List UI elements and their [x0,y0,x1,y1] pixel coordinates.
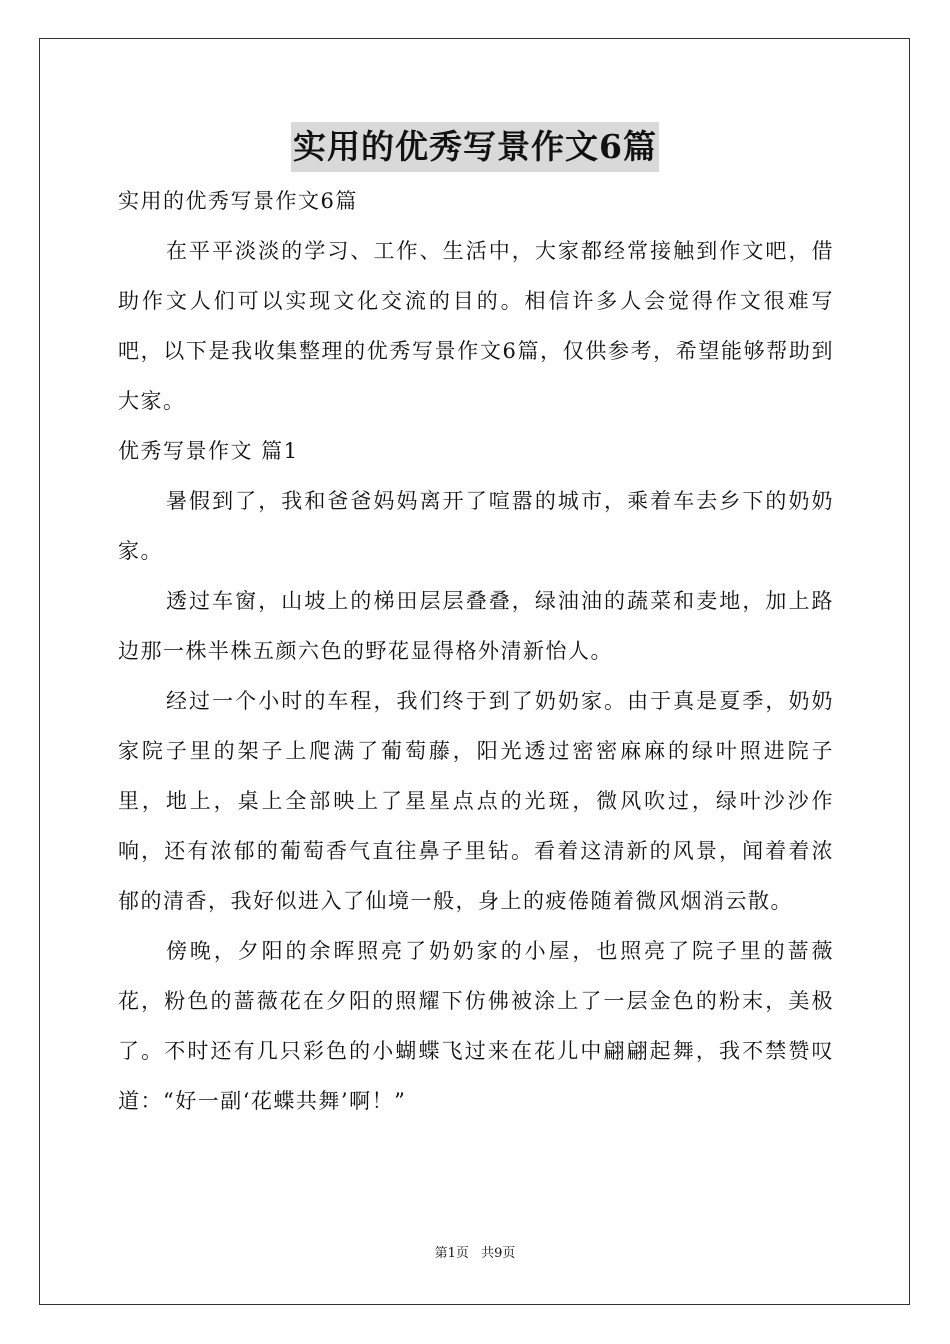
paragraph: 在平平淡淡的学习、工作、生活中，大家都经常接触到作文吧，借助作文人们可以实现文化交流的目的。相信许多人会觉得作文很难写吧，以下是我收集整理的优秀写景作文6篇，仅供参考，希望能够帮助到大家。 [118,239,834,413]
section-heading: 优秀写景作文 篇1 [118,439,299,463]
paragraph: 透过车窗，山坡上的梯田层层叠叠，绿油油的蔬菜和麦地，加上路边那一株半株五颜六色的野花显得格外清新怡人。 [118,589,834,663]
paragraph: 傍晚，夕阳的余晖照亮了奶奶家的小屋，也照亮了院子里的蔷薇花，粉色的蔷薇花在夕阳的照耀下仿佛被涂上了一层金色的粉末，美极了。不时还有几只彩色的小蝴蝶飞过来在花儿中翩翩起舞，我不禁赞叹道：“好一副‘花蝶共舞’啊！” [118,939,834,1113]
page-number: 第1页 [434,1246,469,1261]
paragraph: 暑假到了，我和爸爸妈妈离开了喧嚣的城市，乘着车去乡下的奶奶家。 [118,489,834,563]
document-title: 实用的优秀写景作文6篇 [291,122,659,172]
page-total: 共9页 [481,1246,516,1261]
document-body [118,176,834,1126]
page-footer [0,1242,950,1261]
paragraph: 经过一个小时的车程，我们终于到了奶奶家。由于真是夏季，奶奶家院子里的架子上爬满了葡萄藤，阳光透过密密麻麻的绿叶照进院子里，地上，桌上全部映上了星星点点的光斑，微风吹过，绿叶沙沙作响，还有浓郁的葡萄香气直往鼻子里钻。看着这清新的风景，闻着着浓郁的清香，我好似进入了仙境一般，身上的疲倦随着微风烟消云散。 [118,689,834,913]
title-wrap [0,122,950,172]
paragraph: 实用的优秀写景作文6篇 [118,189,358,213]
